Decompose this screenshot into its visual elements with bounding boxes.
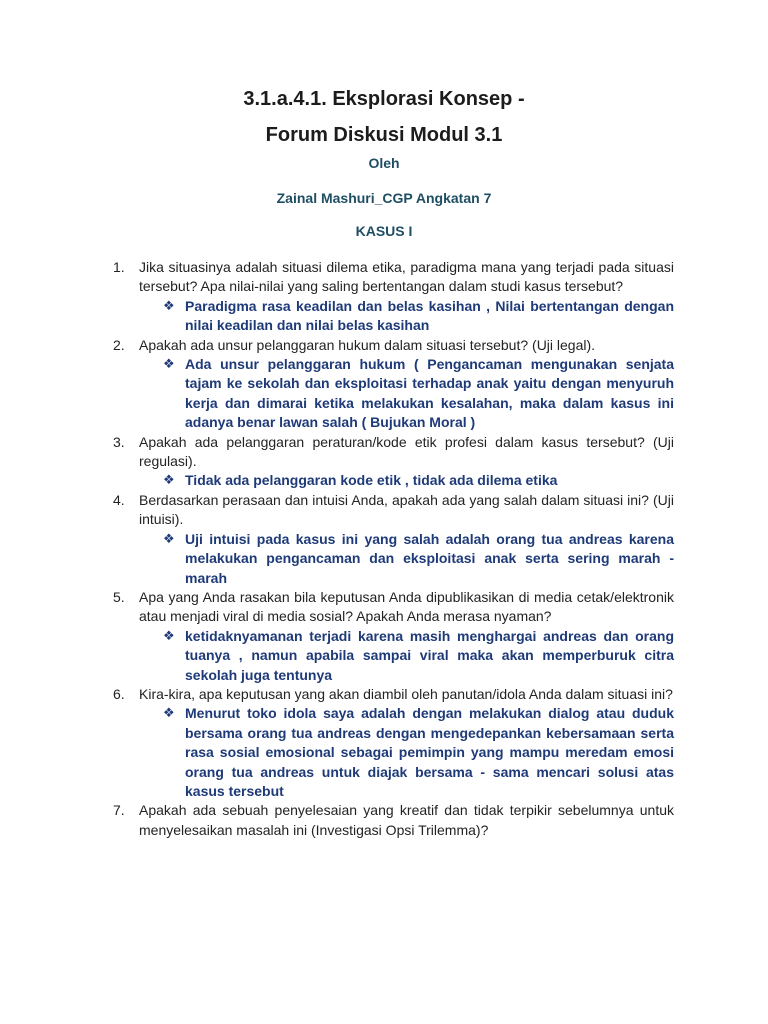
question-text: Apakah ada unsur pelanggaran hukum dalam situasi tersebut? (Uji legal). xyxy=(139,336,596,353)
question-text: Apakah ada sebuah penyelesaian yang kreatif dan tidak terpikir sebelumnya untuk menyelesaikan masalah ini (Investigasi Opsi Trilemma)? xyxy=(139,802,674,838)
question-item xyxy=(108,433,674,472)
question-text: Kira-kira, apa keputusan yang akan diambil oleh panutan/idola Anda dalam situasi ini? xyxy=(139,685,673,702)
by-label: Oleh xyxy=(368,155,400,171)
diamond-bullet-icon: ❖ xyxy=(163,357,175,373)
document-subtitle: Forum Diskusi Modul 3.1 xyxy=(265,124,503,146)
answer-text: Ada unsur pelanggaran hukum ( Pengancaman mengunakan senjata tajam ke sekolah dan eksploitasi terhadap anak yaitu dengan menyuruh kerja dan dimarai ketika melakukan kesalahan, maka dalam kasus ini adanya benar lawan salah ( Bujukan Moral ) xyxy=(185,356,674,431)
question-number: 7. xyxy=(113,802,125,819)
author-name: Zainal Mashuri_CGP Angkatan 7 xyxy=(276,190,492,206)
answer-item xyxy=(163,704,674,801)
question-number: 3. xyxy=(113,433,125,450)
question-text: Apakah ada pelanggaran peraturan/kode etik profesi dalam kasus tersebut? (Uji regulasi). xyxy=(139,433,674,470)
diamond-bullet-icon: ❖ xyxy=(163,628,175,644)
question-number: 5. xyxy=(113,588,125,605)
answer-item xyxy=(163,297,674,336)
answer-item xyxy=(163,627,674,685)
question-item xyxy=(108,588,674,627)
question-number: 1. xyxy=(113,259,125,275)
question-item xyxy=(108,258,674,297)
diamond-bullet-icon: ❖ xyxy=(163,473,175,489)
question-number: 2. xyxy=(113,336,125,353)
answer-text: Menurut toko idola saya adalah dengan melakukan dialog atau duduk bersama orang tua andreas dengan mengedepankan kebersamaan serta rasa sosial emosional sebagai pemimpin yang mampu meredam emosi orang tua andreas untuk diajak bersama - sama mencari solusi atas kasus tersebut xyxy=(185,705,674,799)
case-heading: KASUS I xyxy=(355,223,413,239)
answer-text: Tidak ada pelanggaran kode etik , tidak ada dilema etika xyxy=(185,472,558,489)
answer-text: ketidaknyamanan terjadi karena masih menghargai andreas dan orang tuanya , namun apabila sampai viral maka akan memperburuk citra sekolah juga tentunya xyxy=(185,627,674,683)
question-item xyxy=(108,491,674,530)
answer-item xyxy=(163,471,674,490)
answer-text: Uji intuisi pada kasus ini yang salah adalah orang tua andreas karena melakukan pengancaman dan eksploitasi anak serta sering marah - marah xyxy=(185,530,674,586)
answer-item xyxy=(163,530,674,588)
question-item xyxy=(108,685,674,704)
answer-item xyxy=(163,355,674,433)
question-text: Jika situasinya adalah situasi dilema etika, paradigma mana yang terjadi pada situasi tersebut? Apa nilai-nilai yang saling bertentangan dalam studi kasus tersebut? xyxy=(139,259,674,295)
question-text: Apa yang Anda rasakan bila keputusan Anda dipublikasikan di media cetak/elektronik atau menjadi viral di media sosial? Apakah Anda merasa nyaman? xyxy=(139,588,674,625)
document-title: 3.1.a.4.1. Eksplorasi Konsep - xyxy=(243,88,525,110)
answer-text: Paradigma rasa keadilan dan belas kasihan , Nilai bertentangan dengan nilai keadilan dan nilai belas kasihan xyxy=(185,297,674,334)
diamond-bullet-icon: ❖ xyxy=(163,706,175,722)
question-item xyxy=(108,801,674,840)
diamond-bullet-icon: ❖ xyxy=(163,531,175,547)
question-number: 4. xyxy=(113,491,125,508)
question-list xyxy=(108,258,674,840)
question-number: 6. xyxy=(113,685,125,702)
question-text: Berdasarkan perasaan dan intuisi Anda, apakah ada yang salah dalam situasi ini? (Uji intuisi). xyxy=(139,491,674,528)
question-item xyxy=(108,336,674,355)
diamond-bullet-icon: ❖ xyxy=(163,298,175,314)
